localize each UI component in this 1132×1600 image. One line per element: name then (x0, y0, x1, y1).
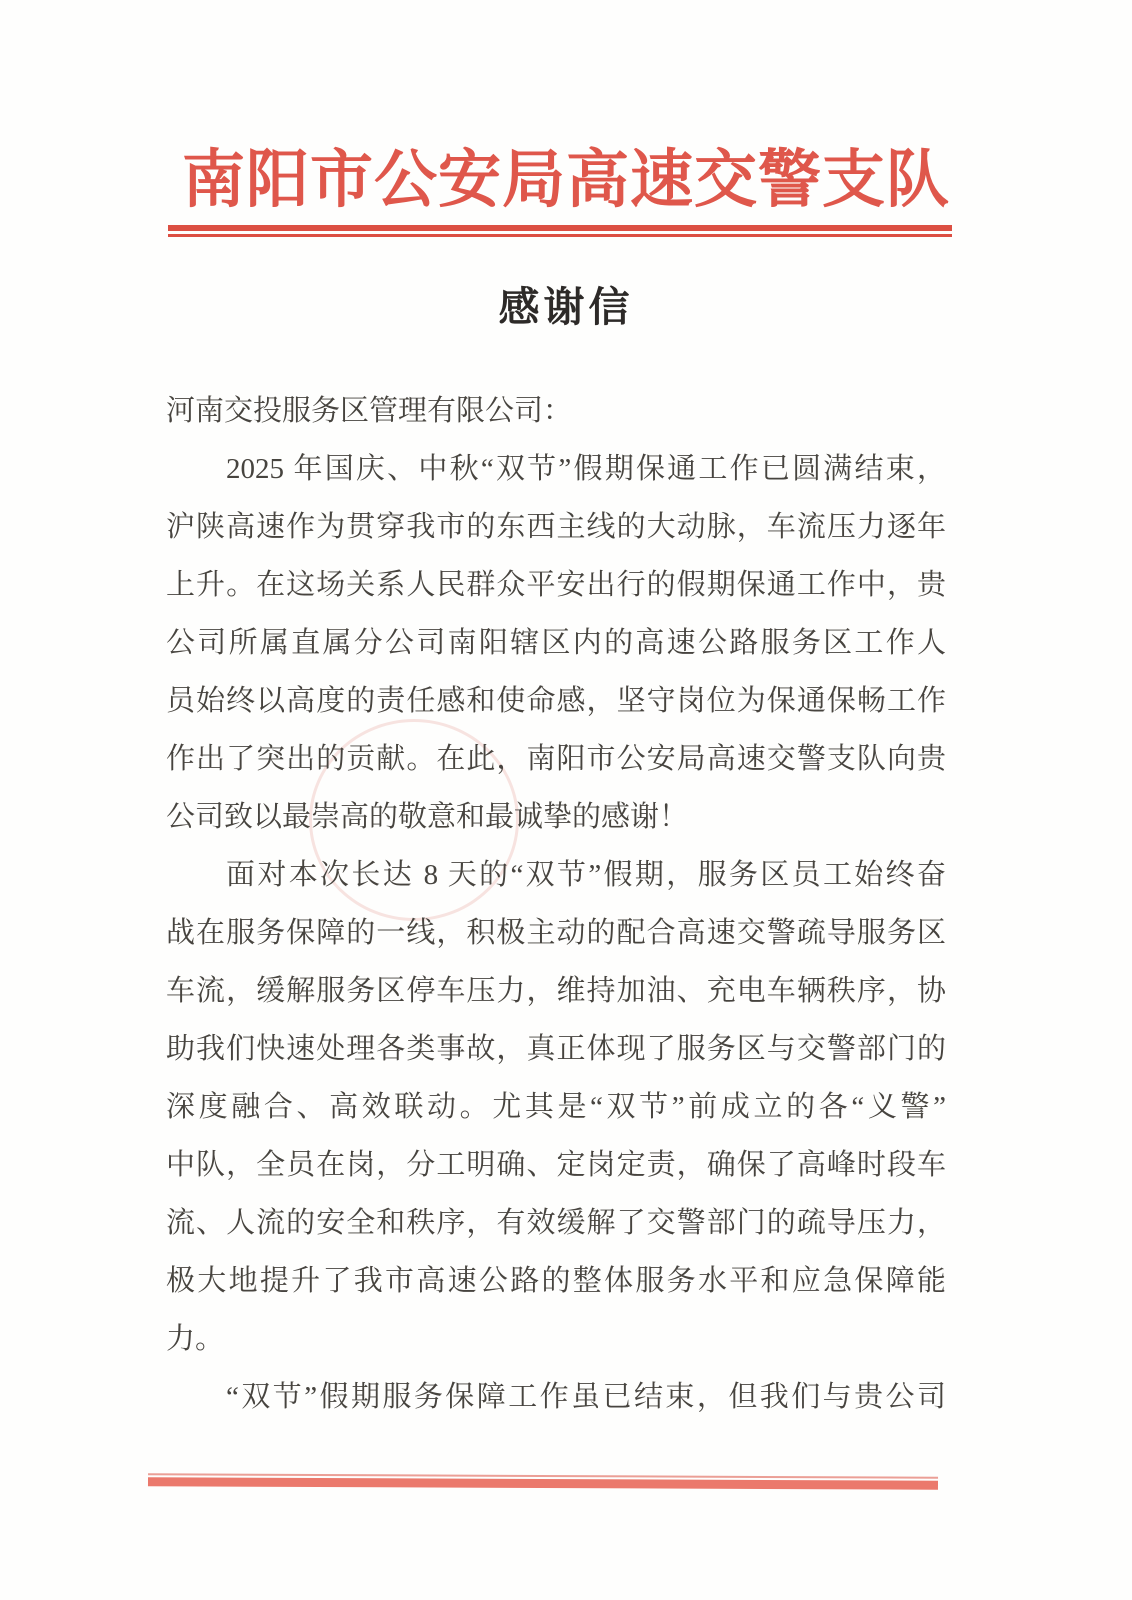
document-title: 感谢信 (498, 284, 634, 330)
body-line: 员始终以高度的责任感和使命感，坚守岗位为保通保畅工作 (166, 685, 946, 717)
body-line: 力。 (166, 1323, 225, 1355)
body-line: “双节”假期服务保障工作虽已结束，但我们与贵公司 (226, 1381, 946, 1413)
footer-double-rule (148, 1473, 938, 1489)
body-line: 助我们快速处理各类事故，真正体现了服务区与交警部门的 (166, 1033, 946, 1065)
body-line: 深度融合、高效联动。尤其是“双节”前成立的各“义警” (166, 1091, 946, 1123)
body-line: 公司致以最崇高的敬意和最诚挚的感谢！ (166, 801, 689, 833)
body-text (166, 382, 946, 1426)
letterhead-title: 南阳市公安局高速交警支队 (182, 145, 950, 215)
body-line: 上升。在这场关系人民群众平安出行的假期保通工作中，贵 (166, 569, 946, 601)
body-line: 流、人流的安全和秩序，有效缓解了交警部门的疏导压力， (166, 1207, 946, 1239)
body-line: 作出了突出的贡献。在此，南阳市公安局高速交警支队向贵 (166, 743, 946, 775)
letterhead-rule-thin (168, 234, 952, 237)
body-line: 沪陕高速作为贯穿我市的东西主线的大动脉，车流压力逐年 (166, 511, 946, 543)
body-line: 车流，缓解服务区停车压力，维持加油、充电车辆秩序，协 (166, 975, 946, 1007)
body-line: 河南交投服务区管理有限公司： (166, 395, 573, 427)
body-line: 中队，全员在岗，分工明确、定岗定责，确保了高峰时段车 (166, 1149, 946, 1181)
body-line: 公司所属直属分公司南阳辖区内的高速公路服务区工作人 (166, 627, 946, 659)
body-line: 面对本次长达 8 天的“双节”假期，服务区员工始终奋 (226, 859, 946, 891)
body-line: 极大地提升了我市高速公路的整体服务水平和应急保障能 (166, 1265, 946, 1297)
body-line: 战在服务保障的一线，积极主动的配合高速交警疏导服务区 (166, 917, 946, 949)
body-line: 2025 年国庆、中秋“双节”假期保通工作已圆满结束， (226, 453, 946, 485)
letterhead-double-rule (168, 225, 952, 237)
